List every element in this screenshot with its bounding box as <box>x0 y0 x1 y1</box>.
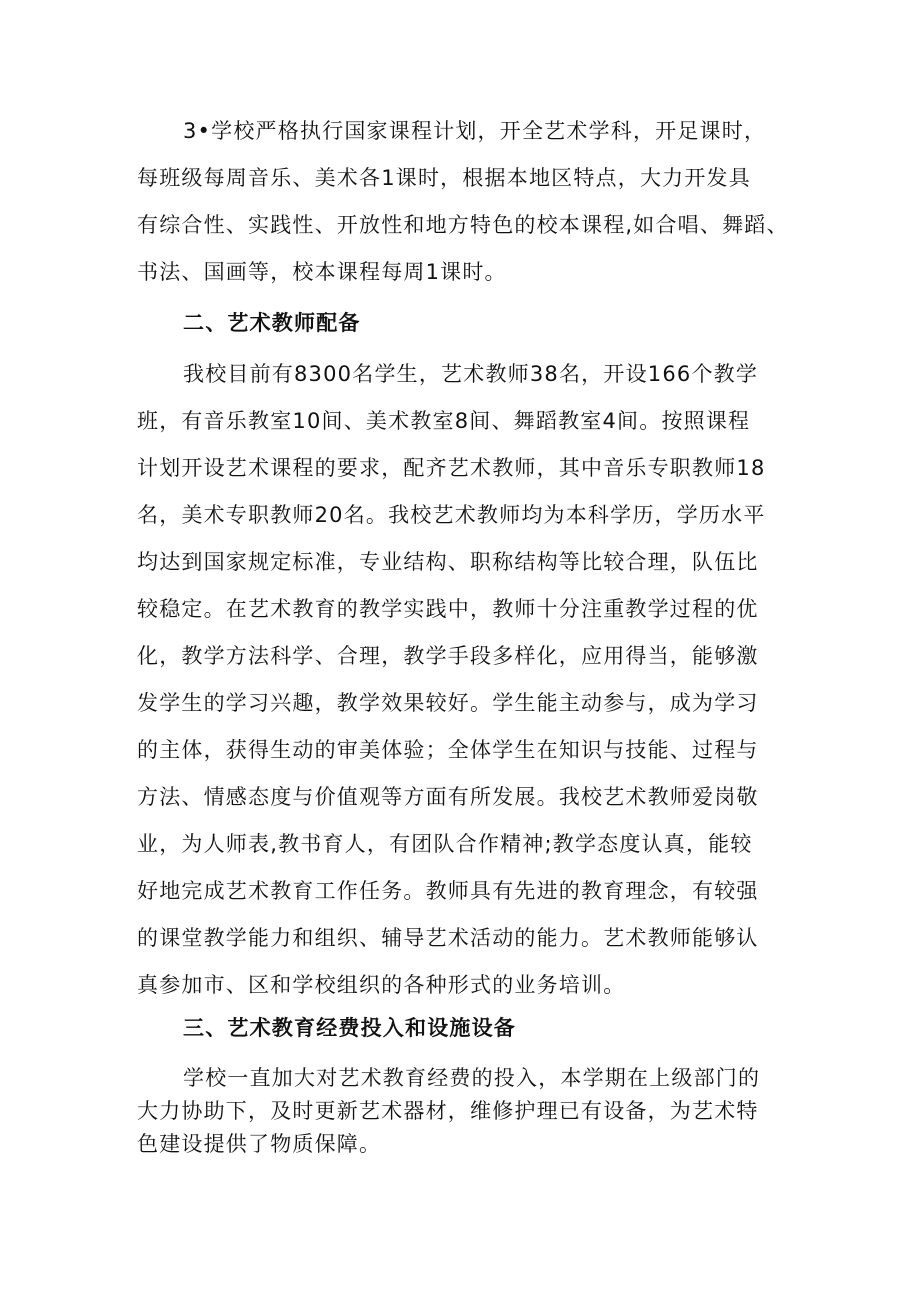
paragraph-2-line: 的主体，获得生动的审美体验；全体学生在知识与技能、过程与 <box>137 738 759 762</box>
paragraph-1-line: 3•学校严格执行国家课程计划，开全艺术学科，开足课时， <box>183 119 767 143</box>
paragraph-3-line: 大力协助下，及时更新艺术器材，维修护理已有设备，为艺术特 <box>137 1099 759 1123</box>
paragraph-3-line: 色建设提供了物质保障。 <box>137 1132 382 1156</box>
paragraph-2-line: 业，为人师表,教书育人，有团队合作精神;教学态度认真，能较 <box>137 832 753 856</box>
paragraph-2-line: 好地完成艺术教育工作任务。教师具有先进的教育理念，有较强 <box>137 879 759 903</box>
paragraph-2-line: 的课堂教学能力和组织、辅导艺术活动的能力。艺术教师能够认 <box>137 926 759 950</box>
paragraph-1-line: 有综合性、实践性、开放性和地方特色的校本课程,如合唱、舞蹈、 <box>137 213 789 237</box>
section-heading-funding: 三、艺术教育经费投入和设施设备 <box>183 1016 516 1040</box>
paragraph-2-line: 班，有音乐教室10间、美术教室8间、舞蹈教室4间。按照课程 <box>137 409 751 433</box>
paragraph-2-line: 化，教学方法科学、合理，教学手段多样化，应用得当，能够激 <box>137 644 759 668</box>
section-heading-teachers: 二、艺术教师配备 <box>183 311 361 335</box>
paragraph-1-line: 每班级每周音乐、美术各1课时，根据本地区特点，大力开发具 <box>137 166 751 190</box>
paragraph-2-line: 较稳定。在艺术教育的教学实践中，教师十分注重教学过程的优 <box>137 597 759 621</box>
paragraph-2-line: 真参加市、区和学校组织的各种形式的业务培训。 <box>137 973 626 997</box>
paragraph-2-line: 名，美术专职教师20名。我校艺术教师均为本科学历，学历水平 <box>137 503 766 527</box>
paragraph-1-line: 书法、国画等，校本课程每周1课时。 <box>137 260 507 284</box>
paragraph-3-line: 学校一直加大对艺术教育经费的投入，本学期在上级部门的 <box>183 1066 761 1090</box>
paragraph-2-line: 我校目前有8300名学生，艺术教师38名，开设166个教学 <box>183 362 759 386</box>
paragraph-2-line: 计划开设艺术课程的要求，配齐艺术教师，其中音乐专职教师18 <box>137 456 766 480</box>
paragraph-2-line: 发学生的学习兴趣，教学效果较好。学生能主动参与，成为学习 <box>137 691 759 715</box>
paragraph-2-line: 均达到国家规定标准，专业结构、职称结构等比较合理，队伍比 <box>137 550 759 574</box>
paragraph-2-line: 方法、情感态度与价值观等方面有所发展。我校艺术教师爱岗敬 <box>137 785 759 809</box>
